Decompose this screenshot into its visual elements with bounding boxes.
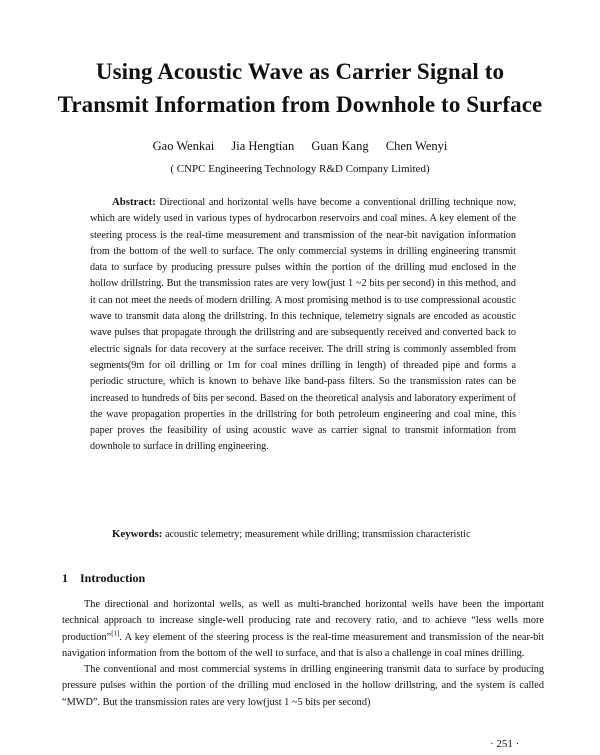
author-list <box>0 139 600 154</box>
intro-paragraph-2: The conventional and most commercial systems in drilling engineering transmit data to surface by producing pressure pulses within the portion of the drilling mud enclosed in the hollow drillstring, and the system is called “MWD”. But the transmission rates are very low(just 1 ~5 bits per second) <box>62 664 544 708</box>
paper-title-line-2: Transmit Information from Downhole to Surface <box>57 92 543 117</box>
intro-paragraph-1 <box>62 597 544 662</box>
author-2: Jia Hengtian <box>231 139 295 153</box>
abstract-label: Abstract: <box>112 196 156 208</box>
author-4: Chen Wenyi <box>385 139 448 153</box>
keywords-text: acoustic telemetry; measurement while drilling; transmission characteristic <box>164 529 471 540</box>
section-number: 1 <box>62 571 68 585</box>
intro-p1-part-a: The directional and horizontal wells, as well as multi-branched horizontal wells have been the important technical approach to increase single-well producing rate and recovery ratio, and to achieve “less wells more production” <box>62 599 544 643</box>
affiliation: ( CNPC Engineering Technology R&D Company Limited) <box>170 163 430 175</box>
section-heading-introduction <box>62 571 145 586</box>
author-1: Gao Wenkai <box>152 139 215 153</box>
paper-title-line-1: Using Acoustic Wave as Carrier Signal to <box>95 59 505 84</box>
keywords <box>90 526 516 543</box>
author-3: Guan Kang <box>311 139 369 153</box>
introduction-body <box>62 597 544 711</box>
section-title: Introduction <box>80 571 146 585</box>
keywords-label: Keywords: <box>112 528 163 540</box>
abstract <box>90 194 516 456</box>
abstract-text: Directional and horizontal wells have become a conventional drilling technique now, which are widely used in various types of hydrocarbon reservoirs and coal mines. A key element of the steering process is the real-time measurement and transmission of the near-bit navigation information from the bottom of the well to surface. The only commercial systems in drilling engineering transmit data to surface by producing pressure pulses within the portion of the drilling mud enclosed in the hollow drillstring. But the transmission rates are very low(just 1 ~2 bits per second) in this method, and it can not meet the needs of modern drilling. A most promising method is to use compressional acoustic wave to transmit data along the drillstring. In this technique, telemetry signals are encoded as acoustic wave pulses that propagate through the drillstring and are subsequently received and converted back to electric signals for data recovery at the surface receiver. The drill string is commonly assembled from segments(9m for oil drilling or 1m for coal mines drilling in length) of threaded pipe and forms a periodic structure, which is known to behave like band-pass filters. So the transmission rates can be increased to hundreds of bits per second. Based on the theoretical analysis and laboratory experiment of the wave propagation properties in the drillstring for both petroleum engineering and coal mine, this paper proves the feasibility of using acoustic wave as carrier signal to transmit information from downhole to surface in drilling engineering. <box>90 197 516 453</box>
intro-p1-part-b: . A key element of the steering process is the real-time measurement and transmission of the near-bit navigation information from the bottom of the well to surface, and that is also a challenge in coal mines drilling. <box>62 631 544 659</box>
page-number: · 251 · <box>490 738 520 750</box>
citation-ref: [1] <box>111 629 120 638</box>
